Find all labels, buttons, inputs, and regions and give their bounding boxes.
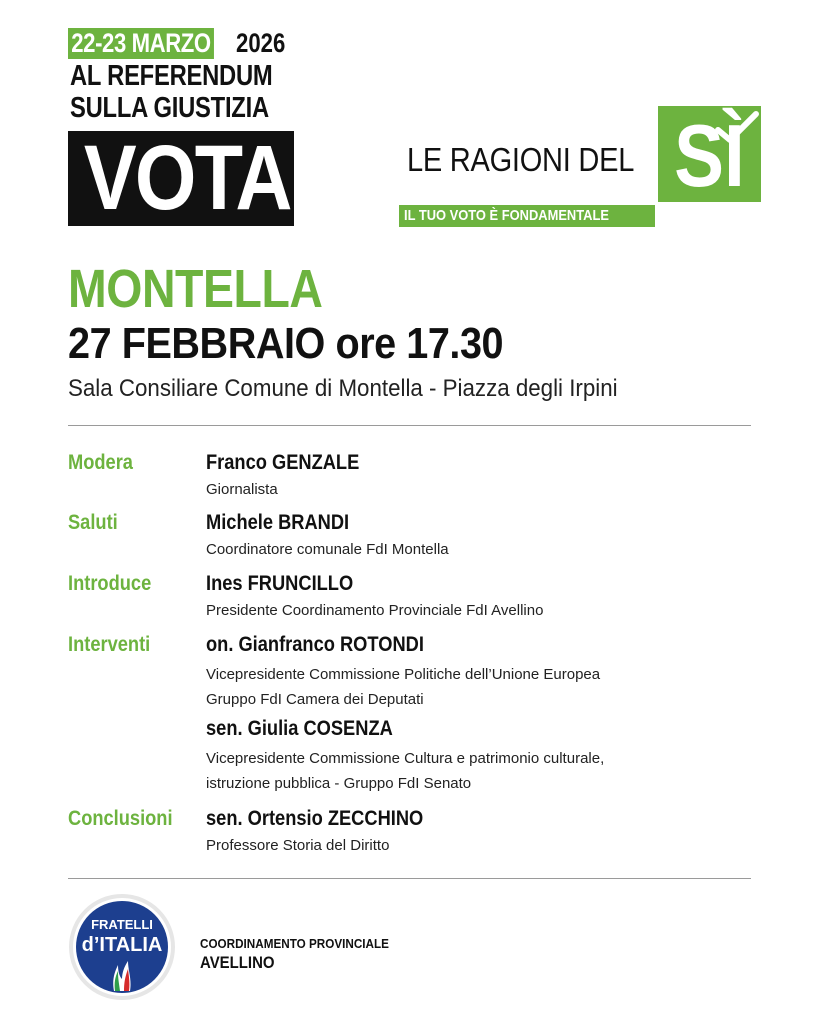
event-datetime: 27 FEBBRAIO ore 17.30: [68, 319, 504, 368]
event-city: MONTELLA: [68, 259, 323, 319]
speaker-name-saluti: Michele BRANDI: [206, 511, 350, 534]
fratelli-ditalia-logo: [68, 893, 176, 1001]
coordination-city: AVELLINO: [200, 953, 275, 972]
divider-bottom: [68, 878, 751, 879]
logo-text-line1: FRATELLI: [91, 917, 153, 932]
role-introduce: Introduce: [68, 572, 152, 595]
divider-top: [68, 425, 751, 426]
coordination-label: COORDINAMENTO PROVINCIALE: [200, 936, 389, 951]
speaker-desc-cosenza-1: Vicepresidente Commissione Cultura e patrimonio culturale,: [206, 750, 605, 767]
headline-line-2: SULLA GIUSTIZIA: [70, 92, 269, 124]
speaker-name-zecchino: sen. Ortensio ZECCHINO: [206, 807, 424, 830]
event-venue: Sala Consiliare Comune di Montella - Piazza degli Irpini: [68, 375, 618, 402]
checkmark-icon: [712, 108, 762, 148]
role-saluti: Saluti: [68, 511, 118, 534]
role-interventi: Interventi: [68, 633, 151, 656]
campaign-tagline-text: IL TUO VOTO È FONDAMENTALE: [404, 207, 609, 224]
speaker-desc-modera: Giornalista: [206, 481, 278, 498]
logo-text-line2: d’ITALIA: [81, 934, 163, 956]
speaker-desc-rotondi-1: Vicepresidente Commissione Politiche dell’Unione Europea: [206, 666, 601, 683]
campaign-tagline: [399, 205, 655, 227]
speaker-name-introduce: Ines FRUNCILLO: [206, 572, 354, 595]
speaker-desc-saluti: Coordinatore comunale FdI Montella: [206, 541, 449, 558]
speaker-desc-rotondi-2: Gruppo FdI Camera dei Deputati: [206, 691, 424, 708]
speaker-desc-introduce: Presidente Coordinamento Provinciale FdI Avellino: [206, 602, 544, 619]
referendum-date: 22-23 MARZO: [68, 28, 214, 59]
headline-line-1: AL REFERENDUM: [70, 60, 273, 92]
speaker-name-rotondi: on. Gianfranco ROTONDI: [206, 633, 424, 656]
role-conclusioni: Conclusioni: [68, 807, 173, 830]
referendum-year: 2026: [236, 28, 286, 58]
speaker-desc-zecchino: Professore Storia del Diritto: [206, 837, 390, 854]
speaker-name-modera: Franco GENZALE: [206, 451, 360, 474]
speaker-name-cosenza: sen. Giulia COSENZA: [206, 717, 393, 740]
yes-label: SÌ: [674, 106, 745, 205]
speaker-desc-cosenza-2: istruzione pubblica - Gruppo FdI Senato: [206, 775, 472, 792]
role-modera: Modera: [68, 451, 133, 474]
vote-label: VOTA: [83, 127, 291, 229]
campaign-title: LE RAGIONI DEL: [407, 141, 635, 178]
